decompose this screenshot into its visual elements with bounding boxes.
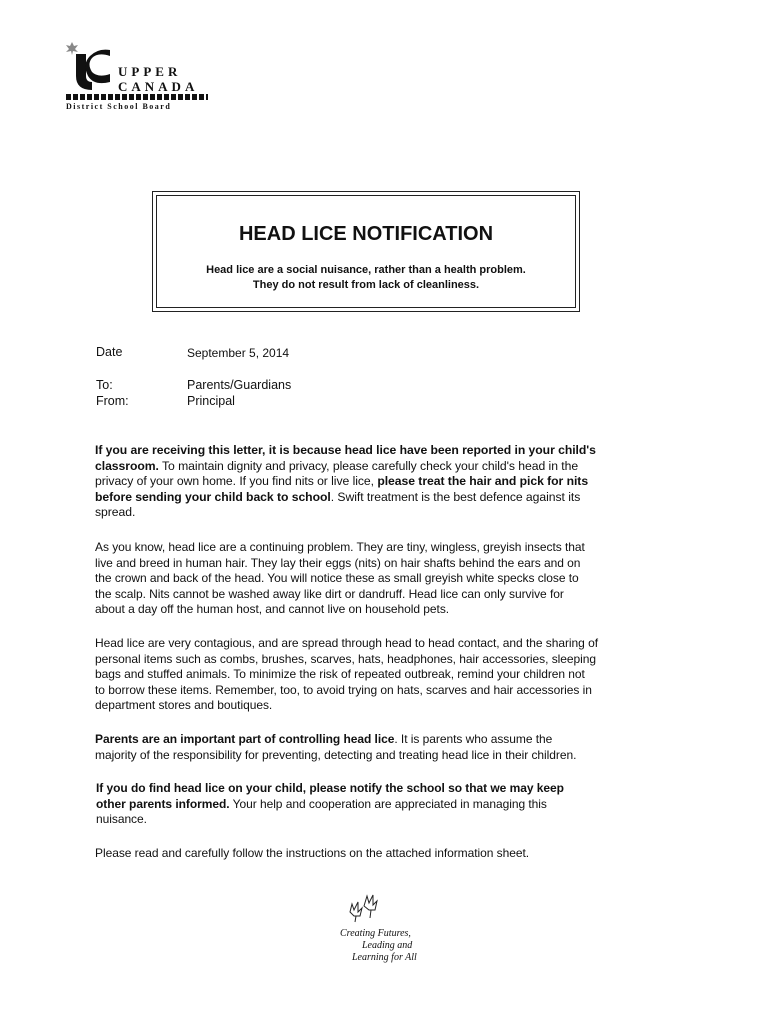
paragraph-line (95, 474, 695, 490)
paragraph-line: about a day off the human host, and cannot live on household pets. (95, 602, 450, 617)
logo-text-canada: CANADA (118, 79, 199, 94)
logo-text-district: District School Board (66, 102, 172, 111)
paragraph-instructions (95, 846, 695, 862)
bold-text: please treat the hair and pick for nits (377, 474, 589, 489)
paragraph-line: Head lice are very contagious, and are spread through head to head contact, and the sharing of (95, 636, 598, 650)
bold-text: Parents are an important part of controlling head lice (95, 732, 395, 746)
notice-subtitle (153, 263, 579, 293)
from-label: From: (96, 394, 129, 408)
notice-subtitle-line: Head lice are a social nuisance, rather than a health problem. (206, 264, 526, 276)
line-text: . Swift treatment is the best defence against its (330, 489, 581, 504)
notice-title: HEAD LICE NOTIFICATION (238, 223, 494, 245)
paragraph-line: nuisance. (96, 812, 147, 827)
logo-divider (66, 94, 208, 100)
paragraph-line (95, 490, 695, 506)
bold-text: classroom. (95, 458, 159, 473)
paragraph-line: majority of the responsibility for preventing, detecting and treating head lice in their children. (95, 747, 577, 762)
paragraph-line: personal items such as combs, brushes, scarves, hats, headphones, hair accessories, sleeping (95, 651, 596, 666)
line-text: To maintain dignity and privacy, please carefully check your child's head in the (158, 458, 579, 473)
motto-line: Creating Futures, (340, 928, 411, 939)
motto-line: Leading and (362, 940, 413, 951)
paragraph-line: the crown and back of the head. You will notice these as small greyish white specks close to (95, 571, 579, 586)
line-text: privacy of your own home. If you find nits or live lice, (95, 474, 378, 489)
paragraph-notify-school (96, 781, 696, 828)
paragraph-parents-role (95, 732, 695, 763)
paragraph-line: to borrow these items. Remember, too, to avoid trying on hats, scarves and hair accessories in (95, 682, 592, 697)
paragraph-line: As you know, head lice are a continuing problem. They are tiny, wingless, greyish insects that (95, 540, 585, 554)
paragraph-line: bags and stuffed animals. To minimize the risk of repeated outbreak, remind your children not (95, 667, 585, 682)
paragraph-line (96, 797, 696, 813)
bold-text: other parents informed. (96, 796, 230, 811)
logo-text-upper: UPPER (118, 64, 182, 79)
paragraph-line: department stores and boutiques. (95, 698, 273, 713)
date-value: September 5, 2014 (187, 346, 290, 360)
notice-subtitle-line: They do not result from lack of cleanliness. (252, 279, 480, 291)
ucdsb-logo (52, 36, 212, 116)
motto-line: Learning for All (352, 952, 417, 963)
bold-text: before sending your child back to school (95, 489, 331, 504)
paragraph-line (95, 732, 695, 748)
paragraph-line: the scalp. Nits cannot be washed away like dirt or dandruff. Head lice can only survive for (95, 586, 564, 601)
paragraph-line: spread. (95, 505, 136, 520)
bold-text: If you do find head lice on your child, please notify the school so that we may keep (96, 781, 564, 795)
notice-box (152, 191, 580, 312)
line-text: . It is parents who assume the (394, 732, 553, 746)
paragraph-line: Please read and carefully follow the instructions on the attached information sheet. (95, 846, 530, 860)
date-label: Date (96, 345, 123, 359)
paragraph-reported (95, 443, 695, 521)
paragraph-line: live and breed in human hair. They lay their eggs (nits) on hair shafts behind the ears and on (95, 555, 581, 570)
to-label: To: (96, 378, 113, 392)
maple-leaves-icon (342, 892, 382, 926)
ucdsb-logo-icon (62, 42, 112, 90)
bold-text: If you are receiving this letter, it is because head lice have been reported in your child's (95, 443, 596, 457)
paragraph-line (96, 781, 696, 797)
paragraph-line (95, 459, 695, 475)
paragraph-line (95, 443, 695, 459)
line-text: Your help and cooperation are appreciated in managing this (229, 796, 547, 811)
paragraph-contagious (95, 636, 695, 714)
from-value: Principal (187, 394, 235, 408)
to-value: Parents/Guardians (187, 378, 292, 392)
paragraph-about-lice (95, 540, 695, 618)
footer-motto (336, 892, 446, 964)
